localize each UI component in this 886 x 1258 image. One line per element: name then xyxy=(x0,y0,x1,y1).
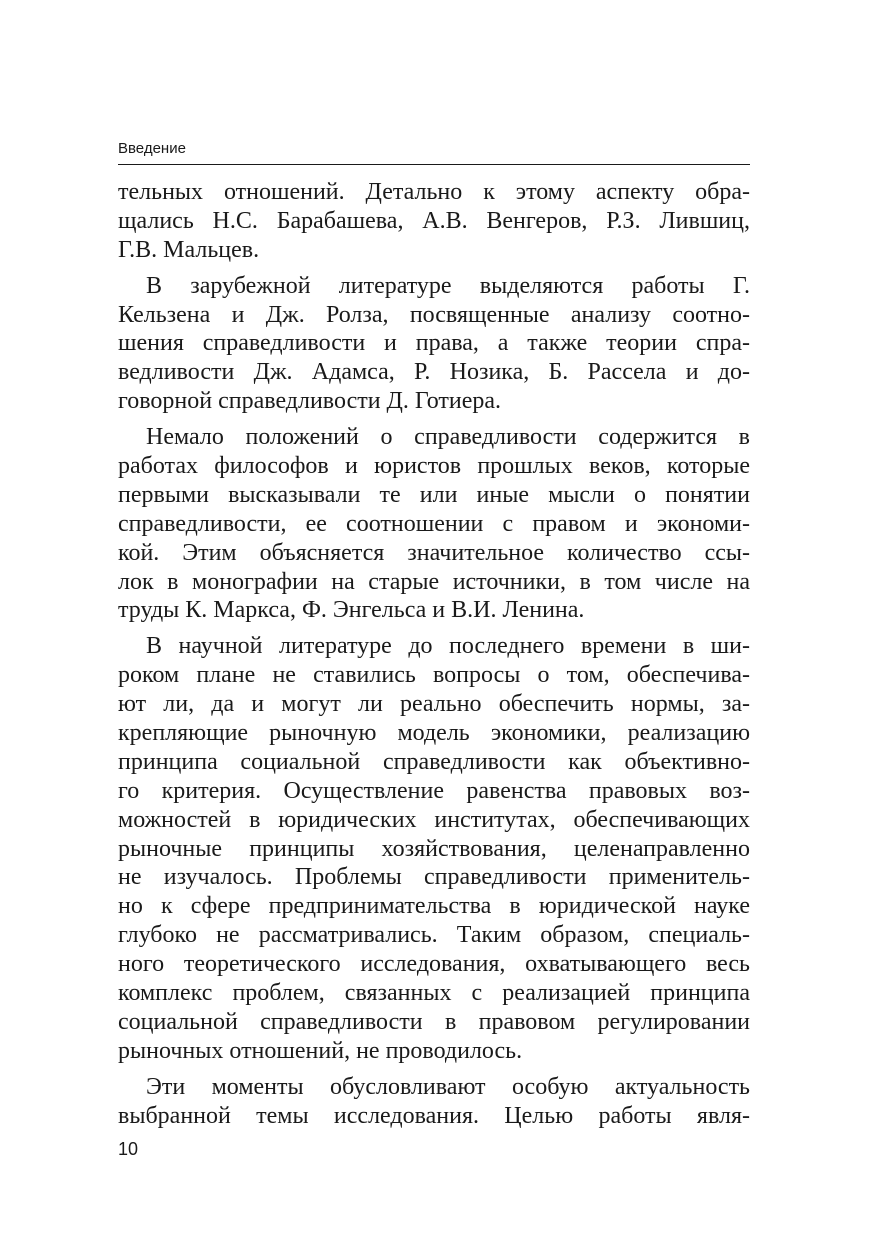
text-line: тельных отношений. Детально к этому аспекту обра- xyxy=(118,179,750,205)
body-text xyxy=(118,178,750,1131)
text-line: социальной справедливости в правовом регулировании xyxy=(118,1008,750,1035)
text-line: принципа социальной справедливости как объективно- xyxy=(118,748,750,775)
text-line: роком плане не ставились вопросы о том, обеспечива- xyxy=(118,662,750,689)
text-line: работах философов и юристов прошлых веков, которые xyxy=(118,453,750,480)
text-line: шения справедливости и права, а также теории спра- xyxy=(118,330,750,357)
text-line: можностей в юридических институтах, обеспечивающих xyxy=(118,806,750,833)
text-line: Кельзена и Дж. Ролза, посвященные анализу соотно- xyxy=(118,301,750,328)
text-line: выбранной темы исследования. Целью работы явля- xyxy=(118,1102,750,1129)
header-rule xyxy=(118,164,750,165)
paragraph-4 xyxy=(118,632,750,1065)
text-line: В зарубежной литературе выделяются работы Г. xyxy=(146,272,750,299)
text-line: ют ли, да и могут ли реально обеспечить нормы, за- xyxy=(118,691,750,718)
text-line: Г.В. Мальцев. xyxy=(118,236,260,263)
text-line: лок в монографии на старые источники, в том числе на xyxy=(118,568,750,595)
page-number: 10 xyxy=(118,1139,139,1159)
paragraph-1 xyxy=(118,178,750,265)
text-line: говорной справедливости Д. Готиера. xyxy=(118,388,502,415)
text-line: крепляющие рыночную модель экономики, реализацию xyxy=(118,720,750,747)
text-line: первыми высказывали те или иные мысли о понятии xyxy=(118,481,750,508)
running-head: Введение xyxy=(118,140,186,157)
paragraph-5 xyxy=(118,1073,750,1131)
text-line: ного теоретического исследования, охватывающего весь xyxy=(118,951,750,978)
paragraph-2 xyxy=(118,272,750,416)
text-line: В научной литературе до последнего времени в ши- xyxy=(146,633,750,660)
text-line: го критерия. Осуществление равенства правовых воз- xyxy=(118,777,750,804)
text-line: ведливости Дж. Адамса, Р. Нозика, Б. Рассела и до- xyxy=(118,359,750,386)
text-line: справедливости, ее соотношении с правом и экономи- xyxy=(118,510,750,537)
text-line: Эти моменты обусловливают особую актуальность xyxy=(146,1073,750,1100)
text-line: не изучалось. Проблемы справедливости применитель- xyxy=(118,864,750,891)
paragraph-3 xyxy=(118,423,750,625)
text-line: щались Н.С. Барабашева, А.В. Венгеров, Р.З. Лившиц, xyxy=(118,207,750,234)
text-line: Немало положений о справедливости содержится в xyxy=(146,424,750,451)
text-line: труды К. Маркса, Ф. Энгельса и В.И. Ленина. xyxy=(118,597,585,624)
text-line: комплекс проблем, связанных с реализацией принципа xyxy=(118,980,750,1007)
text-line: но к сфере предпринимательства в юридической науке xyxy=(118,893,750,920)
text-line: кой. Этим объясняется значительное количество ссы- xyxy=(118,539,750,566)
text-line: рыночные принципы хозяйствования, целенаправленно xyxy=(118,835,750,862)
text-line: рыночных отношений, не проводилось. xyxy=(118,1037,523,1064)
text-line: глубоко не рассматривались. Таким образом, специаль- xyxy=(118,922,750,949)
